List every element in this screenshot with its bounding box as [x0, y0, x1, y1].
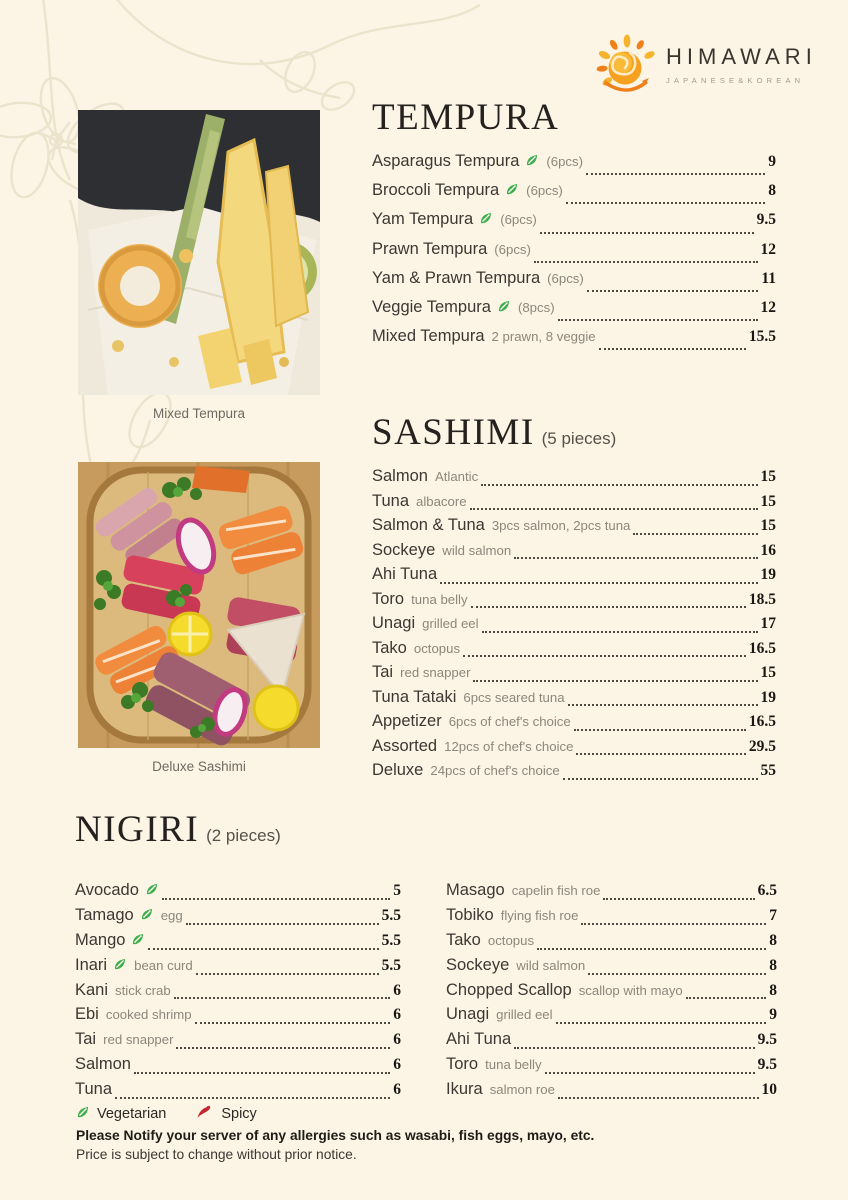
item-name: Salmon — [372, 467, 428, 485]
item-price: 5.5 — [381, 906, 401, 924]
item-desc: red snapper — [103, 1032, 174, 1048]
item-desc: Atlantic — [434, 469, 479, 484]
legend — [76, 1104, 257, 1124]
menu-item — [446, 1005, 777, 1030]
brand-tagline: JAPANESE&KOREAN — [666, 75, 805, 85]
item-desc: 24pcs of chef's choice — [430, 763, 560, 778]
item-name: Avocado — [75, 881, 139, 899]
column-gap — [401, 868, 446, 1105]
menu-item — [372, 181, 776, 210]
item-price: 9.5 — [757, 1056, 777, 1074]
menu-item — [446, 1055, 777, 1080]
menu-item — [75, 931, 401, 956]
dot-leader — [176, 1047, 390, 1049]
menu-item — [75, 1030, 401, 1055]
item-name: Veggie Tempura — [372, 297, 491, 316]
item-name: Tako — [446, 930, 481, 949]
item-desc: capelin fish roe — [511, 883, 601, 898]
tempura-photo — [78, 110, 320, 395]
item-desc: bean curd — [134, 957, 193, 973]
dot-leader — [588, 973, 766, 975]
item-name: Tai — [75, 1030, 97, 1049]
dot-leader — [174, 997, 391, 999]
menu-item — [372, 467, 776, 492]
item-price: 6 — [393, 1081, 401, 1099]
dot-leader — [686, 997, 766, 999]
menu-item — [372, 210, 776, 239]
menu-item — [372, 516, 776, 541]
allergy-note: Please Notify your server of any allergies such as wasabi, fish eggs, mayo, etc. — [76, 1128, 595, 1143]
nigiri-columns — [75, 868, 777, 1105]
menu-item — [372, 298, 776, 327]
menu-item — [446, 1080, 777, 1105]
sashimi-photo-block — [78, 462, 320, 774]
item-price: 18.5 — [748, 590, 776, 608]
item-name: Mango — [75, 930, 126, 949]
section-sashimi — [372, 411, 776, 786]
item-price: 6 — [393, 1056, 401, 1074]
dot-leader — [545, 1072, 755, 1074]
dot-leader — [581, 923, 766, 925]
legend-vegetarian — [76, 1105, 166, 1123]
dot-leader — [162, 898, 390, 900]
menu-item — [372, 663, 776, 688]
brand-name: HIMAWARI — [666, 43, 817, 69]
item-name: Salmon & Tuna — [372, 516, 485, 534]
item-price: 9.5 — [756, 211, 776, 229]
menu-item — [372, 492, 776, 517]
dot-leader — [540, 232, 754, 234]
section-title: SASHIMI — [372, 412, 535, 453]
menu-item — [372, 565, 776, 590]
menu-item — [372, 761, 776, 786]
item-desc: octopus — [413, 640, 461, 656]
item-price: 15 — [760, 517, 776, 534]
dot-leader — [115, 1097, 390, 1099]
dot-leader — [556, 1022, 767, 1024]
item-desc: (6pcs) — [547, 270, 584, 286]
item-desc: (6pcs) — [546, 154, 584, 169]
leaf-icon — [140, 907, 154, 926]
item-name: Inari — [75, 955, 108, 974]
section-title: NIGIRI — [75, 809, 200, 850]
item-name: Assorted — [372, 736, 438, 755]
photo-caption: Mixed Tempura — [152, 406, 246, 421]
footer-notes — [76, 1128, 716, 1162]
leaf-icon — [479, 211, 493, 230]
item-price: 19 — [760, 688, 776, 706]
item-name: Tai — [372, 663, 394, 681]
item-name: Kani — [75, 980, 109, 999]
sashimi-list — [372, 467, 776, 786]
item-price: 9 — [769, 1006, 777, 1024]
item-price: 7 — [769, 906, 777, 924]
item-name: Ahi Tuna — [372, 565, 438, 583]
tempura-list — [372, 152, 776, 356]
dot-leader — [481, 484, 757, 486]
dot-leader — [568, 704, 758, 706]
section-nigiri — [75, 808, 777, 1105]
item-name: Sockeye — [446, 955, 510, 974]
item-name: Toro — [372, 589, 405, 608]
menu-item — [446, 981, 777, 1006]
item-price: 5 — [393, 882, 401, 899]
item-price: 8 — [769, 981, 777, 999]
item-price: 5.5 — [381, 931, 401, 949]
item-price: 6.5 — [757, 882, 777, 899]
sashimi-photo — [78, 462, 320, 748]
item-name: Ebi — [75, 1005, 99, 1024]
menu-item — [372, 712, 776, 737]
nigiri-list-left — [75, 881, 401, 1105]
dot-leader — [514, 557, 757, 559]
item-price: 17 — [760, 615, 776, 632]
leaf-icon — [76, 1105, 90, 1123]
item-name: Tuna Tataki — [372, 687, 457, 706]
leaf-icon — [505, 182, 519, 201]
menu-item — [75, 906, 401, 931]
item-desc: 12pcs of chef's choice — [444, 738, 574, 754]
dot-leader — [196, 973, 379, 975]
menu-item — [446, 931, 777, 956]
dot-leader — [587, 290, 759, 292]
menu-item — [446, 906, 777, 931]
menu-item — [372, 688, 776, 713]
item-name: Ahi Tuna — [446, 1030, 512, 1049]
dot-leader — [463, 655, 746, 657]
item-name: Yam & Prawn Tempura — [372, 268, 541, 287]
item-desc: (6pcs) — [526, 183, 563, 199]
item-name: Appetizer — [372, 712, 442, 730]
leaf-icon — [131, 932, 145, 951]
menu-item — [372, 737, 776, 762]
item-desc: red snapper — [400, 665, 471, 680]
item-name: Tako — [372, 638, 407, 657]
item-desc: scallop with mayo — [578, 982, 683, 998]
dot-leader — [482, 631, 758, 633]
dot-leader — [633, 533, 757, 535]
dot-leader — [603, 898, 754, 900]
price-note: Price is subject to change without prior notice. — [76, 1147, 357, 1162]
item-name: Tobiko — [446, 905, 494, 924]
item-name: Broccoli Tempura — [372, 181, 500, 200]
item-name: Asparagus Tempura — [372, 152, 520, 170]
item-price: 55 — [760, 762, 776, 779]
menu-item — [446, 1030, 777, 1055]
dot-leader — [586, 173, 765, 175]
item-price: 16.5 — [748, 639, 776, 657]
item-name: Mixed Tempura — [372, 327, 485, 346]
dot-leader — [558, 1097, 759, 1099]
item-name: Unagi — [446, 1005, 490, 1024]
photo-caption: Deluxe Sashimi — [152, 759, 246, 774]
item-desc: (6pcs) — [494, 241, 531, 257]
item-desc: 3pcs salmon, 2pcs tuna — [491, 518, 631, 533]
leaf-icon — [525, 153, 539, 172]
dot-leader — [574, 729, 746, 731]
dot-leader — [148, 948, 378, 950]
item-price: 12 — [760, 240, 776, 258]
item-price: 6 — [393, 981, 401, 999]
menu-item — [75, 881, 401, 906]
leaf-icon — [113, 957, 127, 976]
item-price: 6 — [393, 1031, 401, 1049]
item-price: 15 — [760, 468, 776, 485]
menu-item — [372, 639, 776, 664]
dot-leader — [470, 508, 758, 510]
item-name: Tuna — [75, 1080, 112, 1099]
dot-leader — [186, 923, 379, 925]
item-desc: salmon roe — [489, 1082, 555, 1098]
item-price: 5.5 — [381, 956, 401, 974]
menu-item — [372, 541, 776, 566]
item-name: Salmon — [75, 1055, 131, 1074]
item-desc: 6pcs of chef's choice — [448, 714, 571, 729]
item-desc: flying fish roe — [500, 907, 579, 923]
item-desc: wild salmon — [442, 542, 512, 558]
dot-leader — [576, 753, 745, 755]
menu-item — [75, 956, 401, 981]
item-name: Toro — [446, 1055, 479, 1074]
item-desc: octopus — [487, 932, 535, 948]
item-price: 8 — [769, 956, 777, 974]
menu-item — [372, 614, 776, 639]
item-price: 10 — [761, 1081, 777, 1099]
menu-item — [372, 240, 776, 269]
legend-vegetarian-label: Vegetarian — [97, 1106, 167, 1122]
dot-leader — [563, 778, 758, 780]
item-price: 8 — [769, 931, 777, 949]
item-desc: wild salmon — [516, 957, 586, 973]
dot-leader — [195, 1022, 391, 1024]
item-price: 12 — [760, 298, 776, 316]
menu-item — [372, 590, 776, 615]
menu-item — [75, 1005, 401, 1030]
item-desc: cooked shrimp — [105, 1007, 192, 1023]
section-title: TEMPURA — [372, 97, 560, 138]
item-price: 8 — [768, 182, 776, 200]
legend-spicy-label: Spicy — [221, 1106, 257, 1122]
item-desc: 6pcs seared tuna — [463, 689, 565, 705]
item-name: Deluxe — [372, 761, 424, 779]
menu-item — [372, 152, 776, 181]
restaurant-logo — [594, 32, 817, 96]
item-price: 15.5 — [748, 328, 776, 346]
menu-item — [75, 981, 401, 1006]
section-tempura — [372, 96, 776, 356]
item-desc: egg — [160, 907, 183, 923]
item-desc: (6pcs) — [500, 212, 537, 228]
item-price: 16 — [760, 541, 776, 559]
item-price: 15 — [760, 664, 776, 681]
item-name: Yam Tempura — [372, 210, 474, 229]
item-price: 15 — [760, 492, 776, 510]
item-desc: grilled eel — [422, 616, 479, 631]
item-name: Ikura — [446, 1080, 483, 1099]
item-desc: (8pcs) — [517, 299, 555, 315]
item-name: Unagi — [372, 614, 416, 632]
menu-item — [75, 1080, 401, 1105]
item-name: Tuna — [372, 491, 409, 510]
nigiri-list-right — [446, 881, 777, 1105]
menu-item — [372, 269, 776, 298]
item-price: 16.5 — [748, 713, 776, 730]
leaf-icon — [145, 882, 159, 901]
item-price: 6 — [393, 1006, 401, 1024]
item-desc: tuna belly — [411, 591, 468, 607]
sun-swirl-icon — [594, 32, 656, 96]
item-name: Sockeye — [372, 540, 436, 559]
dot-leader — [473, 680, 757, 682]
dot-leader — [514, 1047, 754, 1049]
legend-spicy — [196, 1104, 256, 1124]
item-desc: 2 prawn, 8 veggie — [491, 329, 596, 345]
item-desc: grilled eel — [496, 1007, 553, 1023]
dot-leader — [471, 606, 746, 608]
item-desc: tuna belly — [485, 1057, 542, 1073]
item-price: 29.5 — [748, 737, 776, 755]
item-price: 19 — [760, 566, 776, 583]
dot-leader — [134, 1072, 390, 1074]
leaf-icon — [497, 299, 511, 318]
dot-leader — [440, 582, 757, 584]
menu-item — [446, 956, 777, 981]
item-price: 9 — [768, 153, 776, 170]
section-subtitle: (2 pieces) — [206, 826, 281, 845]
item-name: Tamago — [75, 905, 134, 924]
item-name: Masago — [446, 881, 505, 899]
menu-item — [372, 327, 776, 356]
dot-leader — [558, 319, 758, 321]
menu-item — [75, 1055, 401, 1080]
dot-leader — [534, 261, 758, 263]
item-price: 11 — [761, 269, 776, 287]
dot-leader — [599, 348, 746, 350]
dot-leader — [566, 202, 765, 204]
chili-icon — [196, 1104, 214, 1124]
item-name: Prawn Tempura — [372, 239, 488, 258]
section-subtitle: (5 pieces) — [541, 429, 617, 448]
dot-leader — [537, 948, 766, 950]
item-name: Chopped Scallop — [446, 980, 572, 999]
item-desc: albacore — [416, 493, 467, 509]
menu-item — [446, 881, 777, 906]
tempura-photo-block — [78, 110, 320, 421]
item-desc: stick crab — [115, 982, 171, 998]
item-price: 9.5 — [757, 1031, 777, 1049]
